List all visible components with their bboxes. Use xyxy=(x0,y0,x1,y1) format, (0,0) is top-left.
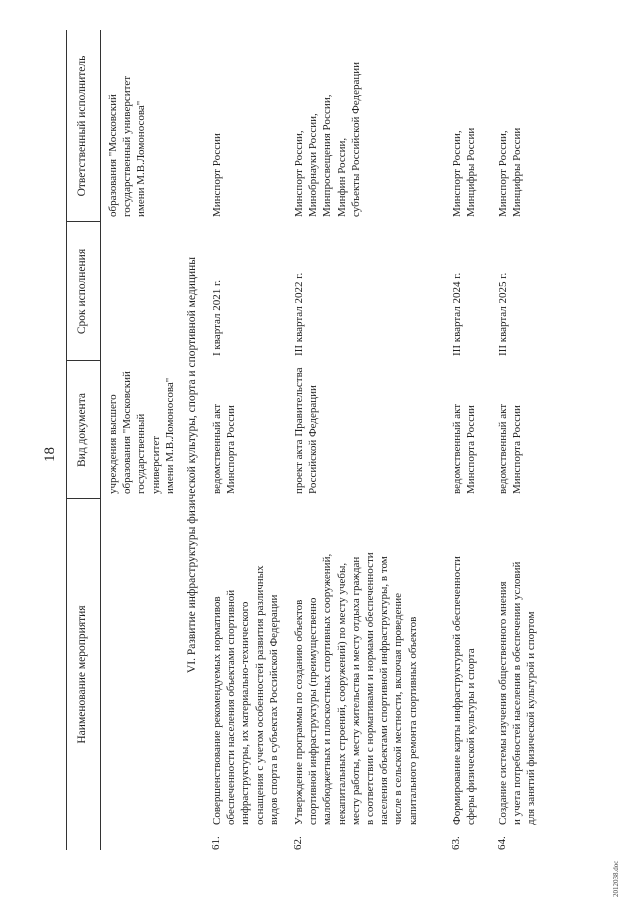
row-resp: Минспорт России, Минобрнауки России, Минпросвещения России, Минфин России, субъекты Российской Федерации xyxy=(293,61,362,217)
header-bottom-rule xyxy=(100,30,101,850)
header-resp: Ответственный исполнитель xyxy=(76,55,88,197)
row-resp: Минспорт России xyxy=(211,133,223,217)
row-number: 61. xyxy=(210,836,222,850)
row-number: 63. xyxy=(450,836,462,850)
header-doc: Вид документа xyxy=(76,393,88,467)
row-term: I квартал 2021 г. xyxy=(211,280,223,356)
row-name: Создание системы изучения общественного мнения и учета потребностей населения в обеспечении условий для занятий физической культурой и спортом xyxy=(497,561,538,825)
row-term: III квартал 2022 г. xyxy=(293,272,305,356)
row-doc: проект акта Правительства Российской Федерации xyxy=(293,367,320,494)
row-name: Формирование карты инфраструктурной обеспеченности сферы физической культуры и спорта xyxy=(451,556,478,825)
table-top-rule xyxy=(66,30,67,850)
row-doc: ведомственный акт Минспорта России xyxy=(451,403,478,494)
row-name: Утверждение программы по созданию объектов спортивной инфраструктуры (преимущественно малобюджетных и плоскостных спортивных сооружений, некапитальных строений, сооружений) по месту учебы, месту работы, месту жительства и месту отдыха граждан в соответствии с нормативами и нормами обеспеченности населения объектами спортивной инфраструктуры, в том числе в сельской местности, включая проведение капитального ремонта спортивных объектов xyxy=(293,552,419,825)
file-name-footer: 2012038.doc xyxy=(612,860,620,897)
page-number: 18 xyxy=(42,447,58,462)
row-number: 62. xyxy=(292,836,304,850)
carryover-resp: образования "Московский государственный университет имени М.В.Ломоносова" xyxy=(107,75,148,217)
row-term: III квартал 2024 г. xyxy=(451,272,463,356)
row-number: 64. xyxy=(496,836,508,850)
section-title: VI. Развитие инфраструктуры физической культуры, спорта и спортивной медицины xyxy=(186,256,198,674)
row-term: III квартал 2025 г. xyxy=(497,272,509,356)
row-resp: Минспорт России, Минцифры России xyxy=(451,127,478,217)
header-name: Наименование мероприятия xyxy=(76,605,88,744)
row-doc: ведомственный акт Минспорта России xyxy=(497,403,524,494)
carryover-doc: учреждения высшего образования "Московский государственный университет имени М.В.Ломоносова" xyxy=(107,371,176,494)
row-doc: ведомственный акт Минспорта России xyxy=(211,403,238,494)
header-term: Срок исполнения xyxy=(76,248,88,335)
row-name: Совершенствование рекомендуемых нормативов обеспеченности населения объектами спортивной инфраструктуры, их материально-технического оснащения с учетом особенностей развития различных видов спорта в субъектах Российской Федерации xyxy=(211,565,280,825)
row-resp: Минспорт России, Минцифры России xyxy=(497,127,524,217)
